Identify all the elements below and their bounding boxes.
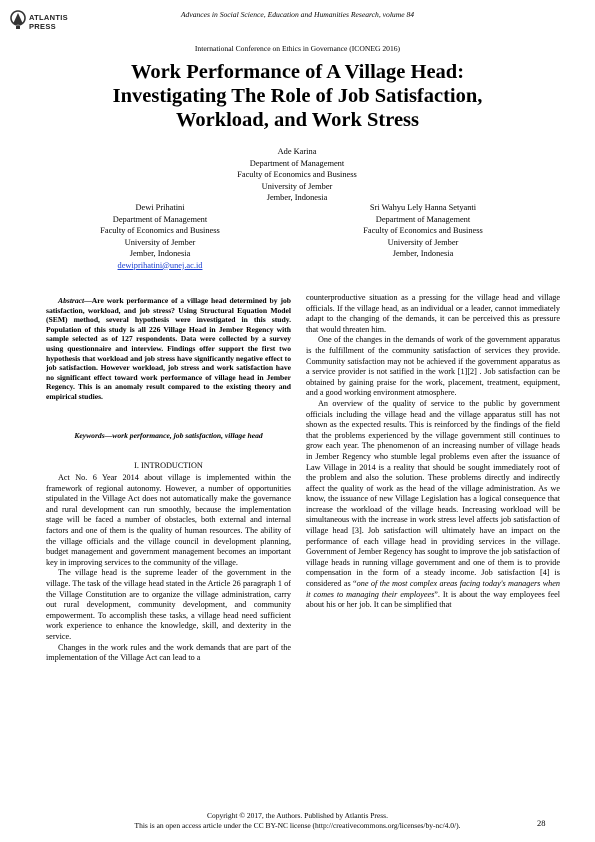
paragraph-tail: ”. It is about the way employees feel about his or her job. It can be simplified that [306, 589, 560, 610]
title-line-2: Investigating The Role of Job Satisfaction, [112, 85, 483, 107]
keywords: Keywords—work performance, job satisfaction, village head [74, 431, 263, 440]
section-heading-introduction: I. INTRODUCTION [134, 461, 203, 470]
paragraph: Changes in the work rules and the work demands that are part of the implementation of the Village Act can lead to a [46, 642, 291, 663]
title-line-1: Work Performance of A Village Head: [130, 61, 465, 83]
author-univ: University of Jember [124, 237, 196, 247]
author-name: Sri Wahyu Lely Hanna Setyanti [369, 203, 477, 212]
paragraph: One of the changes in the demands of work of the government apparatus is the fulfillment of the community satisfaction of services they provide. Community satisfaction may not be achieved if the government apparatus as a service provider is not satified in the work [1][2] . Job satisfaction can be obtained by gaining praise for the work, placement, treatment, equipment, and a good working environment atmosphere. [306, 335, 560, 398]
author-dept: Department of Management [112, 214, 208, 224]
abstract-lead: Abstract [58, 296, 85, 305]
paragraph: Act No. 6 Year 2014 about village is implemented within the framework of regional autonomy. However, a number of opportunities stipulated in the Village Act does not automatically make the governance and rural development can run smoothly, because the implementation stage will be faced a number of obstacles, both external and internal factors and one of them is the quality of human resources. The ability of the village officials and the village council in development planning, budget management and government management becomes an important key in improving services to the community of the village. [46, 473, 291, 567]
introduction-body [46, 473, 291, 664]
paragraph [306, 399, 560, 611]
page-number: 28 [537, 818, 546, 828]
author-place: Jember, Indonesia [392, 249, 454, 258]
author-name: Ade Karina [277, 147, 317, 156]
abstract-text: —Are work performance of a village head determined by job satisfaction, workload, and job stress? Using Structural Equation Model (SEM) method, several hypothesis were investigated in this study. Population of this study is all 226 Village Head in Jember Regency with sample selected as of 127 respondents. Data were collected by a survey using questionnaire and interview. Findings offer support the first two hypothesis that workload and job stress have significantly negative effect to job satisfaction. However workload, job stress and work satisfaction have no significant effect toward work performance of village head in Jember Regency. This is an anomaly result compared to the existing theory and empirical studies. [46, 296, 291, 401]
author-right [323, 202, 523, 260]
author-dept: Department of Management [375, 214, 471, 224]
author-email-link[interactable]: dewiprihatini@unej.ac.id [117, 260, 203, 270]
title-line-3: Workload, and Work Stress [175, 109, 420, 131]
logo-line1: ATLANTIS [29, 13, 68, 22]
paragraph-text: An overview of the quality of service to the public by government officials including the village head and the village apparatus still has not shown as the expected results. This is reinforced by the findings of the field that the problems experienced by the village government still continues to grow each year. The phenomenon of an increasing number of village heads in Jember Regency who stumble legal problems even after the issuance of Law Village in 2014 is a reality that should be sought immediately root of the problem and also the solution. These problems directly and indirectly affect the quality of work as the head of the village administration. As we know, the issuance of new Village Legislation has a logical consequence that increase the workload of the village heads. Increasing workload will be simultaneous with the increase in work stress level affects job satisfaction of village head [3]. Job satisfaction will ultimately have an impact on the performance of each village head in providing services in the village. Government of Jember Regency has sought to improve the job satisfaction of village heads in running village government and one of them is to provide compensation in the form of a steady income. Job satisfaction [4] is considered as “ [306, 398, 560, 589]
author-place: Jember, Indonesia [266, 193, 328, 202]
journal-header: Advances in Social Science, Education and Humanities Research, volume 84 [180, 10, 415, 19]
quote: one of the most complex areas facing today's managers when it comes to managing their employees [306, 579, 561, 599]
right-column-body [306, 293, 560, 611]
logo-line2: PRESS [29, 22, 56, 31]
paragraph: counterproductive situation as a pressing for the village head and village officials. If the village head, as an individual or a leader, cannot immediately adapt to the changing of the demands, it can be perceived this as pressure that would threaten him. [306, 293, 560, 334]
author-faculty: Faculty of Economics and Business [100, 226, 220, 235]
author-left [60, 202, 260, 271]
footer-copyright: Copyright © 2017, the Authors. Published by Atlantis Press. [207, 811, 388, 820]
conference-header: International Conference on Ethics in Governance (ICONEG 2016) [194, 44, 401, 53]
footer-license-text: This is an open access article under the CC BY-NC license (http://creativecommons.org/licenses/by-nc/4.0/). [134, 820, 461, 830]
author-univ: University of Jember [261, 181, 333, 191]
author-faculty: Faculty of Economics and Business [363, 226, 483, 235]
author-faculty: Faculty of Economics and Business [237, 170, 357, 179]
author-dept: Department of Management [249, 158, 345, 168]
abstract [46, 296, 291, 402]
author-name: Dewi Prihatini [135, 203, 185, 212]
author-center [197, 146, 397, 204]
author-univ: University of Jember [387, 237, 459, 247]
paper-title [40, 60, 555, 132]
paragraph: The village head is the supreme leader of the government in the village. The task of the village head stated in the Article 26 paragraph 1 of the Village Constitution are to organize the village administration, carry out rural development, community development, and community empowerment. To accomplish these tasks, a village head need sufficient work experience to enhance the knowledge, skill, and dexterity in the service. [46, 568, 291, 641]
author-place: Jember, Indonesia [129, 249, 191, 258]
footer-license [0, 811, 595, 830]
